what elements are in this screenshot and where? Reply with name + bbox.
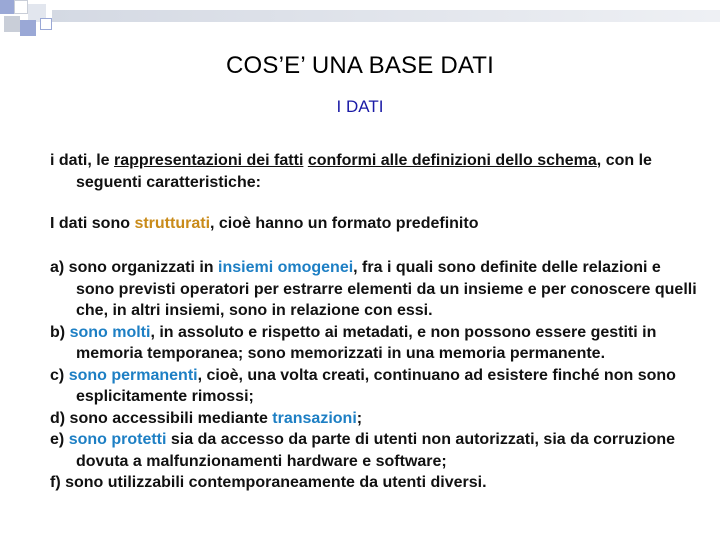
list-item xyxy=(50,322,700,365)
decoration-bar xyxy=(52,10,720,22)
list-text: sono utilizzabili contemporaneamente da utenti diversi. xyxy=(60,474,487,491)
decoration-square xyxy=(40,18,52,30)
list-item xyxy=(50,408,700,430)
list-text: , cioè, una volta creati, continuano ad esistere finché non sono esplicitamente rimossi; xyxy=(76,366,676,405)
list-marker: b) xyxy=(50,323,66,341)
list-highlight: insiemi omogenei xyxy=(218,259,354,276)
list-marker: e) xyxy=(50,431,65,448)
decorative-header xyxy=(0,0,720,40)
list-text: , in assoluto e rispetto ai metadati, e non possono essere gestiti in memoria temporanea; sono memorizzati in una memoria permanente. xyxy=(76,323,657,362)
list-highlight: transazioni xyxy=(272,409,357,427)
list-item xyxy=(50,365,700,408)
list-text: ; xyxy=(356,409,363,427)
structured-text: I dati sono xyxy=(50,215,135,232)
intro-text: , con le seguenti caratteristiche: xyxy=(76,152,652,191)
structured-highlight: strutturati xyxy=(134,215,211,232)
decoration-square xyxy=(14,0,28,14)
list-item xyxy=(50,472,700,494)
list-marker: a) xyxy=(50,259,65,276)
decoration-square xyxy=(20,20,36,36)
slide-subtitle: I DATI xyxy=(336,97,384,116)
list-text: sono accessibili mediante xyxy=(65,409,273,427)
list-text: sia da accesso da parte di utenti non autorizzati, sia da corruzione dovuta a malfunzionamenti hardware e software; xyxy=(76,431,676,470)
list-text: sono organizzati in xyxy=(64,259,219,276)
intro-paragraph xyxy=(50,150,700,193)
list-text: , fra i quali sono definite delle relazioni e sono previsti operatori per estrarre elementi da un insieme e per conoscere quelli che, in altri insiemi, sono in relazione con essi. xyxy=(76,259,697,319)
slide-title: COS’E’ UNA BASE DATI xyxy=(225,52,495,79)
structured-paragraph xyxy=(50,213,700,235)
list-highlight: sono protetti xyxy=(68,431,167,448)
decoration-square xyxy=(4,16,20,32)
list-highlight: sono molti xyxy=(69,323,151,341)
intro-text: i dati, le xyxy=(50,152,115,169)
characteristics-list xyxy=(50,257,700,494)
decoration-square xyxy=(0,0,14,14)
list-marker: c) xyxy=(50,366,65,384)
list-item xyxy=(50,429,700,472)
intro-underlined: conformi alle definizioni dello schema xyxy=(307,152,597,169)
list-item xyxy=(50,257,700,322)
intro-underlined: rappresentazioni dei fatti xyxy=(114,152,304,169)
list-marker: f) xyxy=(50,474,61,491)
structured-text: , cioè hanno un formato predefinito xyxy=(210,215,479,232)
list-highlight: sono permanenti xyxy=(68,366,198,384)
list-marker: d) xyxy=(50,409,66,427)
